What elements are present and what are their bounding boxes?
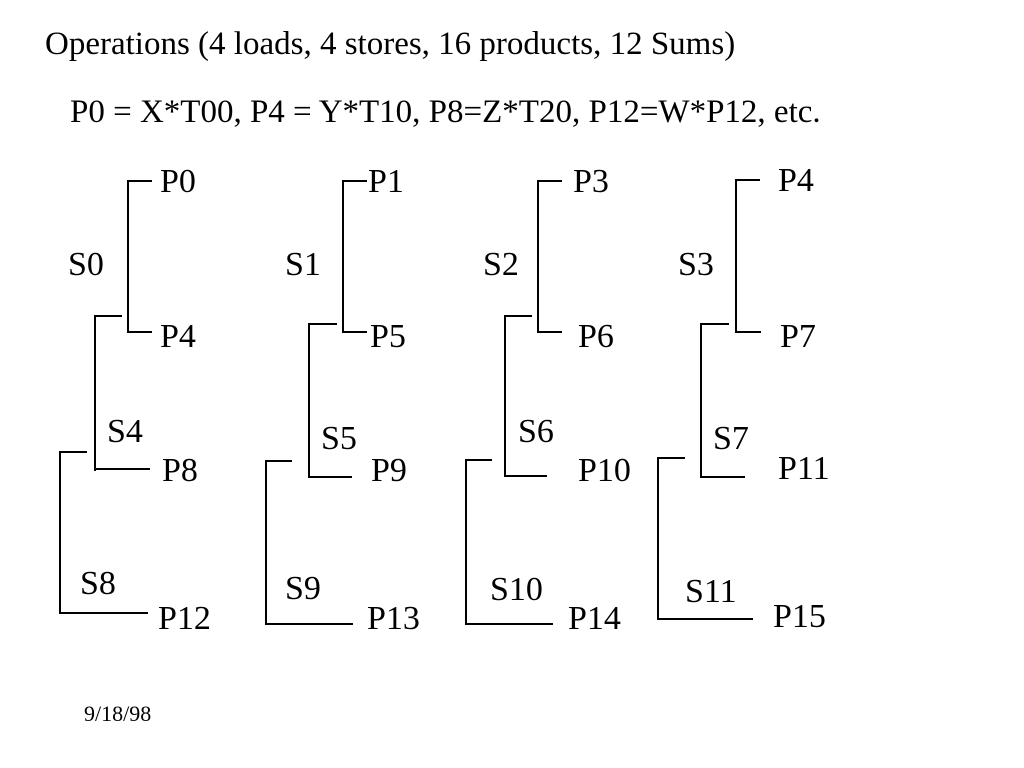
s1-bracket-bottom-arm xyxy=(342,331,367,333)
s7-bracket-top-arm xyxy=(700,323,729,325)
s5-bracket-vertical xyxy=(308,324,310,478)
s10-bracket-bottom-arm xyxy=(465,623,553,625)
s11-bracket-vertical xyxy=(657,458,659,620)
product-label-p11: P11 xyxy=(778,450,830,487)
s0-bracket-vertical xyxy=(127,181,129,333)
s8-bracket-top-arm xyxy=(59,451,87,453)
product-label-p12: P12 xyxy=(158,600,211,637)
s5-bracket-bottom-arm xyxy=(308,476,352,478)
sum-label-s6: S6 xyxy=(518,413,554,450)
s9-bracket-bottom-arm xyxy=(265,623,353,625)
s2-bracket-top-arm xyxy=(537,180,562,182)
date-stamp: 9/18/98 xyxy=(84,701,152,726)
product-label-p13: P13 xyxy=(367,600,420,637)
s7-bracket-vertical xyxy=(700,324,702,478)
product-label-p3: P3 xyxy=(573,163,609,200)
sum-label-s5: S5 xyxy=(321,420,357,457)
product-label-p8: P8 xyxy=(162,452,198,489)
sum-label-s11: S11 xyxy=(685,573,737,610)
product-label-p4: P4 xyxy=(160,318,196,355)
s0-bracket-bottom-arm xyxy=(127,331,152,333)
product-label-p6: P6 xyxy=(578,318,614,355)
s3-bracket-vertical xyxy=(735,180,737,333)
s0-bracket-top-arm xyxy=(127,180,152,182)
s6-bracket-top-arm xyxy=(504,315,532,317)
s2-bracket-bottom-arm xyxy=(537,331,562,333)
s9-bracket-top-arm xyxy=(265,460,292,462)
page-title: Operations (4 loads, 4 stores, 16 products, 12 Sums) xyxy=(45,26,736,62)
s3-bracket-top-arm xyxy=(735,179,760,181)
s4-bracket-vertical xyxy=(94,316,96,471)
s8-bracket-vertical xyxy=(59,452,61,614)
product-label-p1: P1 xyxy=(368,163,404,200)
product-label-p0: P0 xyxy=(160,163,196,200)
sum-label-s7: S7 xyxy=(713,420,749,457)
product-label-p15: P15 xyxy=(773,598,826,635)
s1-bracket-vertical xyxy=(342,181,344,333)
s4-bracket-bottom-arm xyxy=(94,468,150,470)
sum-label-s1: S1 xyxy=(285,246,321,283)
s9-bracket-vertical xyxy=(265,461,267,625)
s10-bracket-vertical xyxy=(465,460,467,625)
product-label-p9: P9 xyxy=(371,452,407,489)
product-label-p10: P10 xyxy=(578,452,631,489)
s3-bracket-bottom-arm xyxy=(735,331,761,333)
s11-bracket-top-arm xyxy=(657,457,685,459)
sum-label-s3: S3 xyxy=(678,246,714,283)
sum-label-s2: S2 xyxy=(483,246,519,283)
sum-label-s10: S10 xyxy=(490,571,543,608)
s11-bracket-bottom-arm xyxy=(657,618,753,620)
s1-bracket-top-arm xyxy=(342,180,367,182)
sum-label-s8: S8 xyxy=(80,565,116,602)
s6-bracket-bottom-arm xyxy=(504,475,547,477)
product-label-p7: P7 xyxy=(780,318,816,355)
formula-line: P0 = X*T00, P4 = Y*T10, P8=Z*T20, P12=W*P12, etc. xyxy=(70,94,821,130)
s10-bracket-top-arm xyxy=(465,459,492,461)
s5-bracket-top-arm xyxy=(308,323,337,325)
sum-label-s9: S9 xyxy=(285,570,321,607)
s6-bracket-vertical xyxy=(504,316,506,477)
sum-label-s0: S0 xyxy=(68,246,104,283)
product-label-p4-col4: P4 xyxy=(778,162,814,199)
s7-bracket-bottom-arm xyxy=(700,476,745,478)
product-label-p5: P5 xyxy=(370,318,406,355)
product-label-p14: P14 xyxy=(568,600,621,637)
s4-bracket-top-arm xyxy=(94,315,122,317)
s2-bracket-vertical xyxy=(537,181,539,333)
s8-bracket-bottom-arm xyxy=(59,612,148,614)
sum-label-s4: S4 xyxy=(107,413,143,450)
